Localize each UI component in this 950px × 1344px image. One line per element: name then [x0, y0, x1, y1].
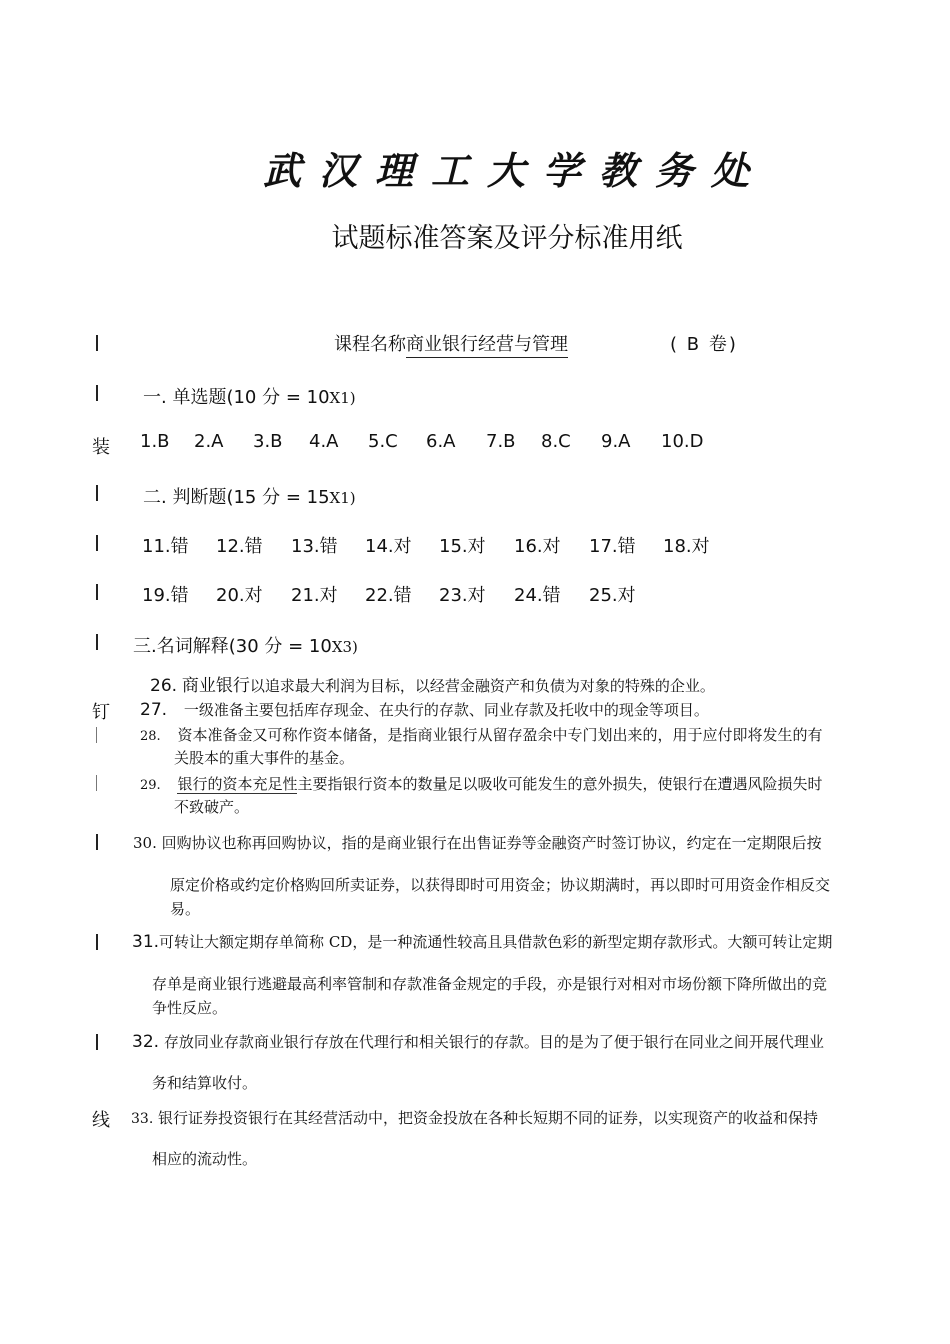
- term-27: [140, 699, 709, 722]
- answer-item: 23.对: [439, 585, 486, 606]
- binding-bar: [96, 634, 98, 650]
- section-title-text: 二. 判断题(15 分 = 15: [143, 487, 330, 508]
- course-label: 课程名称: [334, 334, 406, 355]
- term-31-continued: 争性反应。: [152, 999, 228, 1017]
- binding-bar: [96, 934, 98, 950]
- answer-item: 7.B: [486, 431, 516, 452]
- term-26: [150, 675, 715, 698]
- term-30: [133, 832, 822, 855]
- answer-item: 21.对: [291, 585, 338, 606]
- term-28-continued: 关股本的重大事件的基金。: [174, 749, 355, 767]
- term-32-continued: 务和结算收付。: [152, 1074, 258, 1092]
- term-number: 27.: [140, 700, 168, 720]
- answer-item: 1.B: [140, 431, 170, 452]
- term-32: [132, 1031, 824, 1054]
- term-29-continued: 不致破产。: [174, 798, 250, 816]
- term-text: 回购协议也称再回购协议，指的是商业银行在出售证券等金融资产时签订协议，约定在一定期限后按: [161, 834, 822, 852]
- term-number: 28.: [140, 729, 161, 744]
- term-31: [132, 931, 832, 954]
- term-30-continued: 原定价格或约定价格购回所卖证券，以获得即时可用资金；协议期满时，再以即时可用资金作相反交: [170, 876, 831, 894]
- binding-mark-zhuang: 装: [92, 437, 110, 458]
- answer-item: 17.错: [589, 536, 636, 557]
- binding-mark-ding: 钉: [92, 702, 110, 723]
- answer-item: 22.错: [365, 585, 412, 606]
- answer-item: 3.B: [253, 431, 283, 452]
- answer-item: 6.A: [426, 431, 456, 452]
- answer-item: 14.对: [365, 536, 412, 557]
- term-lead: 银行的资本充足性: [177, 775, 298, 793]
- term-30-continued: 易。: [170, 900, 201, 918]
- answer-item: 15.对: [439, 536, 486, 557]
- answer-item: 10.D: [661, 431, 704, 452]
- answer-item: 9.A: [601, 431, 631, 452]
- binding-bar: [96, 727, 97, 743]
- answer-item: 2.A: [194, 431, 224, 452]
- term-number: 31.: [132, 932, 160, 952]
- single-choice-answers: [0, 431, 950, 457]
- answer-item: 4.A: [309, 431, 339, 452]
- term-text: 可转让大额定期存单简称 CD，是一种流通性较高且具借款色彩的新型定期存款形式。大额可转让定期: [159, 933, 833, 951]
- term-text: 银行证券投资银行在其经营活动中，把资金投放在各种长短期不同的证券，以实现资产的收益和保持: [158, 1109, 819, 1127]
- paper-version: ( B 卷): [670, 334, 738, 355]
- course-line: [334, 330, 568, 356]
- term-number: 30.: [133, 834, 157, 852]
- answer-item: 16.对: [514, 536, 561, 557]
- answer-item: 12.错: [216, 536, 263, 557]
- answer-item: 18.对: [663, 536, 710, 557]
- answer-item: 11.错: [142, 536, 189, 557]
- term-31-continued: 存单是商业银行逃避最高利率管制和存款准备金规定的手段，亦是银行对相对市场份额下降所做出的竞: [152, 975, 828, 993]
- term-number: 29.: [140, 778, 161, 793]
- answer-item: 24.错: [514, 585, 561, 606]
- term-number: 32.: [132, 1032, 160, 1052]
- term-text: 以追求最大利润为目标，以经营金融资产和负债为对象的特殊的企业。: [249, 677, 715, 695]
- binding-mark-xian: 线: [92, 1110, 110, 1131]
- term-number: 33.: [131, 1111, 154, 1127]
- true-false-answers-row2: [0, 581, 950, 607]
- answer-item: 20.对: [216, 585, 263, 606]
- section-single-choice-title: [143, 383, 356, 409]
- term-text: 一级准备主要包括库存现金、在央行的存款、同业存款及托收中的现金等项目。: [183, 701, 709, 719]
- answer-item: 25.对: [589, 585, 636, 606]
- binding-bar: [96, 1034, 98, 1050]
- section-multiplier: X1): [329, 489, 356, 507]
- answer-item: 8.C: [541, 431, 571, 452]
- term-text: 存放同业存款商业银行存放在代理行和相关银行的存款。目的是为了便于银行在同业之间开展代理业: [163, 1033, 824, 1051]
- term-33-continued: 相应的流动性。: [152, 1150, 258, 1168]
- section-term-definition-title: [133, 632, 358, 658]
- term-text: 主要指银行资本的数量足以吸收可能发生的意外损失，使银行在遭遇风险损失时: [297, 775, 823, 793]
- term-lead: 商业银行: [181, 676, 250, 696]
- term-33: [131, 1107, 818, 1131]
- answer-item: 5.C: [368, 431, 398, 452]
- binding-bar: [96, 385, 98, 401]
- answer-item: 13.错: [291, 536, 338, 557]
- term-28: [140, 724, 822, 748]
- institution-title: 武汉理工大学教务处: [262, 148, 767, 193]
- binding-bar: [96, 834, 98, 850]
- binding-bar: [96, 485, 98, 501]
- term-text: 资本准备金又可称作资本储备，是指商业银行从留存盈余中专门划出来的，用于应付即将发生的有: [177, 726, 823, 744]
- true-false-answers-row1: [0, 532, 950, 558]
- section-title-text: 三.名词解释(30 分 = 10: [133, 636, 332, 657]
- term-number: 26.: [150, 676, 178, 696]
- section-title-text: 一. 单选题(10 分 = 10: [143, 387, 330, 408]
- section-multiplier: X3): [331, 638, 358, 656]
- course-name: 商业银行经营与管理: [406, 334, 568, 358]
- binding-bar: [96, 335, 98, 351]
- section-multiplier: X1): [329, 389, 356, 407]
- binding-bar: [96, 775, 97, 791]
- document-subtitle: 试题标准答案及评分标准用纸: [331, 223, 683, 254]
- section-true-false-title: [143, 483, 356, 509]
- answer-item: 19.错: [142, 585, 189, 606]
- term-29: [140, 773, 823, 797]
